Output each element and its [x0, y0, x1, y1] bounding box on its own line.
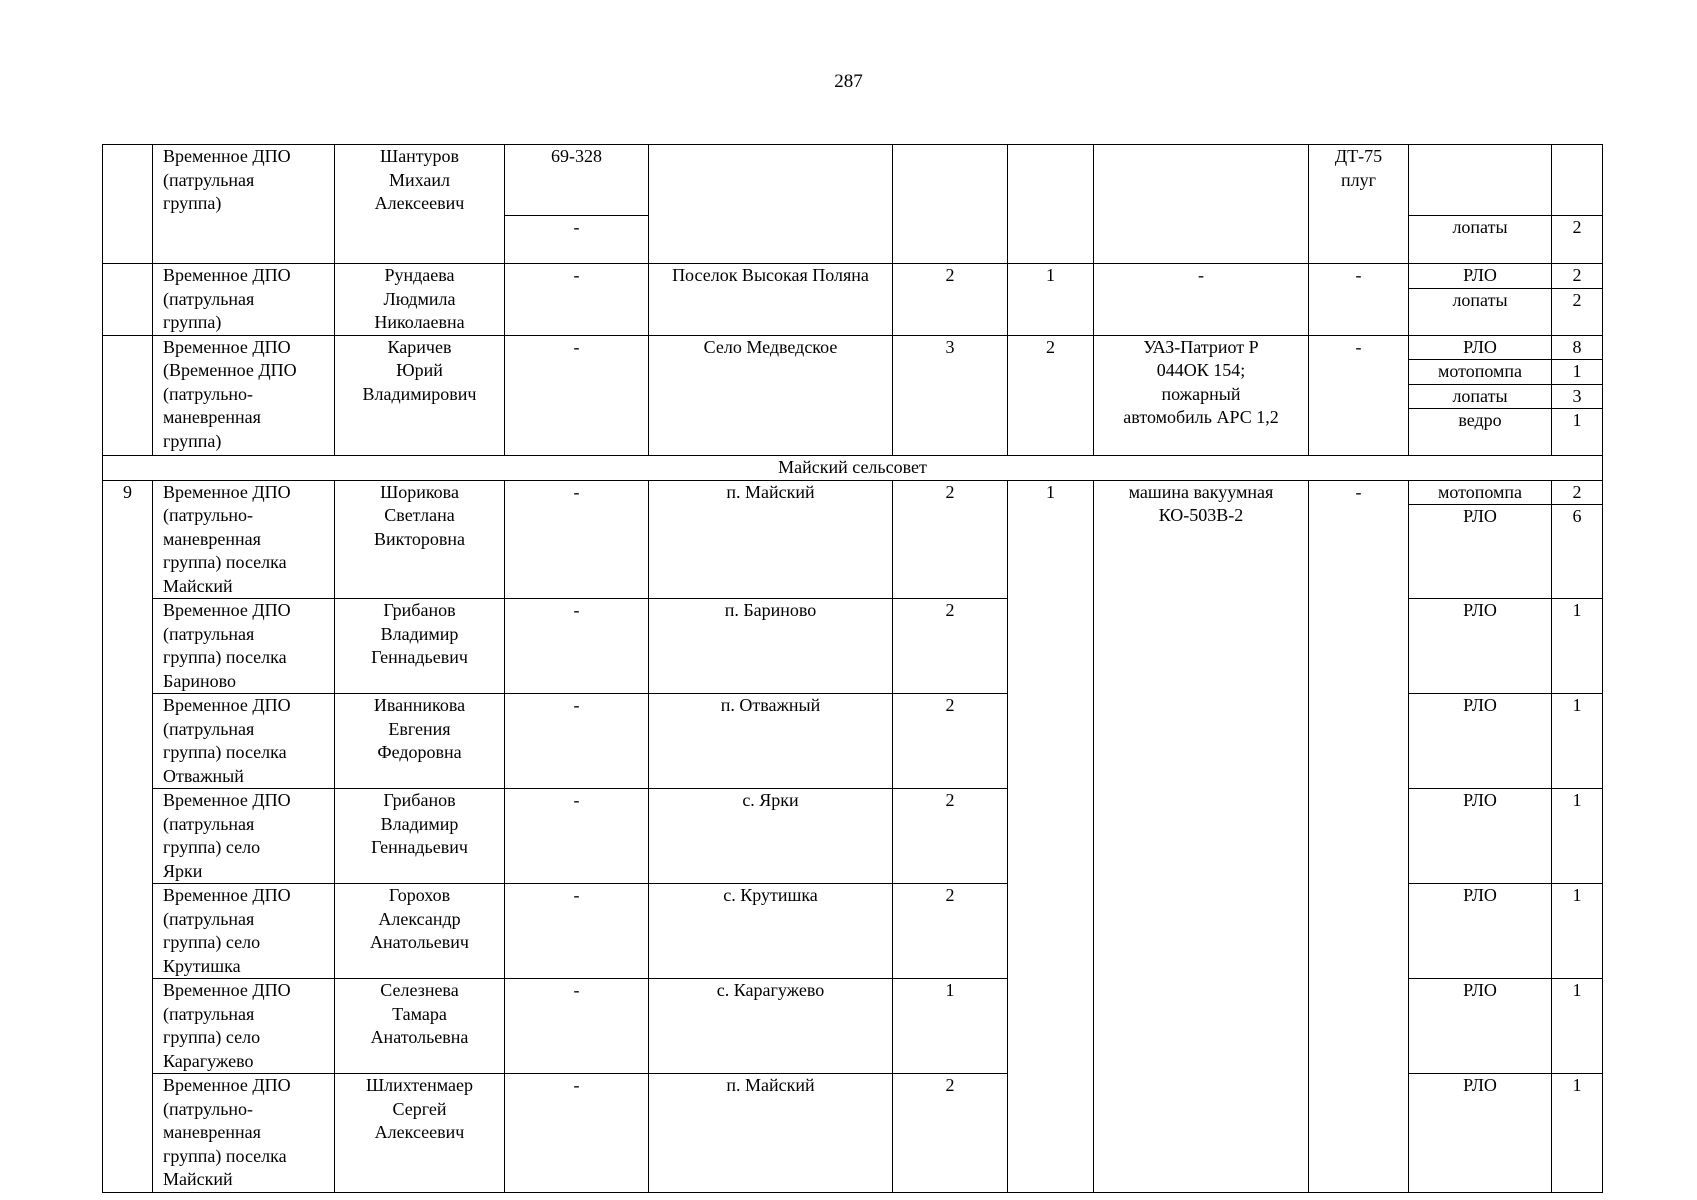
equipment-item: РЛО [1409, 979, 1552, 1074]
phone-cell: - [505, 694, 649, 789]
equipment-qty: 2 [1552, 216, 1603, 264]
equipment-qty: 6 [1552, 505, 1603, 599]
equipment-qty: 1 [1552, 409, 1603, 456]
tractor-cell: ДТ-75 плуг [1309, 145, 1409, 264]
equipment-qty: 2 [1552, 480, 1603, 505]
equipment-qty: 1 [1552, 360, 1603, 385]
phone-cell: - [505, 599, 649, 694]
equipment-item: РЛО [1409, 505, 1552, 599]
equipment-item: ведро [1409, 409, 1552, 456]
unit-head: Грибанов Владимир Геннадьевич [335, 789, 505, 884]
unit-head: Каричев Юрий Владимирович [335, 335, 505, 456]
unit-head: Шорикова Светлана Викторовна [335, 480, 505, 599]
equipment-qty: 1 [1552, 884, 1603, 979]
unit-head: Рундаева Людмила Николаевна [335, 264, 505, 336]
place-cell: Поселок Высокая Поляна [649, 264, 893, 336]
equipment-qty: 2 [1552, 288, 1603, 335]
equipment-item: РЛО [1409, 694, 1552, 789]
people-cell: 2 [893, 599, 1008, 694]
tech-units-cell: 2 [1008, 335, 1094, 456]
phone-cell: - [505, 335, 649, 456]
table-row [103, 264, 1603, 289]
people-cell [893, 145, 1008, 264]
unit-name: Временное ДПО (патрульная группа) поселка Бариново [153, 599, 335, 694]
equipment-qty: 1 [1552, 789, 1603, 884]
unit-head: Шлихтенмаер Сергей Алексеевич [335, 1074, 505, 1193]
unit-name: Временное ДПО (патрульно- маневренная группа) поселка Майский [153, 1074, 335, 1193]
equipment-item: РЛО [1409, 884, 1552, 979]
equipment-item: РЛО [1409, 264, 1552, 289]
place-cell [649, 145, 893, 264]
equipment-qty: 1 [1552, 1074, 1603, 1193]
tractor-cell: - [1309, 335, 1409, 456]
people-cell: 2 [893, 884, 1008, 979]
equipment-item: лопаты [1409, 384, 1552, 409]
tech-units-cell [1008, 145, 1094, 264]
phone-cell: - [505, 216, 649, 264]
people-cell: 3 [893, 335, 1008, 456]
phone-cell: - [505, 789, 649, 884]
equipment-item: РЛО [1409, 599, 1552, 694]
place-cell: Село Медведское [649, 335, 893, 456]
row-number [103, 145, 153, 264]
vehicle-cell: - [1094, 264, 1309, 336]
phone-cell: - [505, 480, 649, 599]
tech-units-cell: 1 [1008, 264, 1094, 336]
place-cell: п. Отважный [649, 694, 893, 789]
phone-cell: 69-328 [505, 145, 649, 216]
equipment-item: лопаты [1409, 288, 1552, 335]
equipment-qty: 1 [1552, 599, 1603, 694]
unit-name: Временное ДПО (патрульная группа) [153, 145, 335, 264]
equipment-item: мотопомпа [1409, 360, 1552, 385]
equipment-item: РЛО [1409, 1074, 1552, 1193]
place-cell: с. Ярки [649, 789, 893, 884]
place-cell: с. Крутишка [649, 884, 893, 979]
phone-cell: - [505, 264, 649, 336]
equipment-item [1409, 145, 1552, 216]
row-number [103, 264, 153, 336]
unit-name: Временное ДПО (патрульная группа) село Карагужево [153, 979, 335, 1074]
equipment-item: мотопомпа [1409, 480, 1552, 505]
equipment-qty: 8 [1552, 335, 1603, 360]
people-cell: 2 [893, 694, 1008, 789]
people-cell: 2 [893, 789, 1008, 884]
unit-name: Временное ДПО (патрульно- маневренная группа) поселка Майский [153, 480, 335, 599]
unit-name: Временное ДПО (патрульная группа) село Крутишка [153, 884, 335, 979]
phone-cell: - [505, 979, 649, 1074]
table-row [103, 145, 1603, 216]
tractor-cell: - [1309, 264, 1409, 336]
place-cell: п. Майский [649, 1074, 893, 1193]
equipment-item: лопаты [1409, 216, 1552, 264]
unit-head: Селезнева Тамара Анатольевна [335, 979, 505, 1074]
tractor-cell: - [1309, 480, 1409, 1192]
table-row [103, 480, 1603, 505]
place-cell: с. Карагужево [649, 979, 893, 1074]
vehicle-cell: машина вакуумная КО-503В-2 [1094, 480, 1309, 1192]
unit-name: Временное ДПО (патрульная группа) поселка Отважный [153, 694, 335, 789]
resources-table [102, 144, 1603, 1193]
people-cell: 2 [893, 480, 1008, 599]
unit-head: Шантуров Михаил Алексеевич [335, 145, 505, 264]
people-cell: 1 [893, 979, 1008, 1074]
equipment-qty: 3 [1552, 384, 1603, 409]
equipment-qty [1552, 145, 1603, 216]
place-cell: п. Майский [649, 480, 893, 599]
table-row [103, 335, 1603, 360]
phone-cell: - [505, 1074, 649, 1193]
people-cell: 2 [893, 264, 1008, 336]
equipment-item: РЛО [1409, 335, 1552, 360]
equipment-item: РЛО [1409, 789, 1552, 884]
phone-cell: - [505, 884, 649, 979]
unit-name: Временное ДПО (Временное ДПО (патрульно- маневренная группа) [153, 335, 335, 456]
unit-head: Иванникова Евгения Федоровна [335, 694, 505, 789]
page-number: 287 [834, 71, 863, 92]
unit-head: Грибанов Владимир Геннадьевич [335, 599, 505, 694]
row-number [103, 335, 153, 456]
place-cell: п. Бариново [649, 599, 893, 694]
people-cell: 2 [893, 1074, 1008, 1193]
equipment-qty: 2 [1552, 264, 1603, 289]
vehicle-cell: УАЗ-Патриот Р 044ОК 154; пожарный автомобиль АРС 1,2 [1094, 335, 1309, 456]
section-row [103, 456, 1603, 481]
equipment-qty: 1 [1552, 979, 1603, 1074]
unit-name: Временное ДПО (патрульная группа) село Ярки [153, 789, 335, 884]
tech-units-cell: 1 [1008, 480, 1094, 1192]
row-number: 9 [103, 480, 153, 1192]
equipment-qty: 1 [1552, 694, 1603, 789]
vehicle-cell [1094, 145, 1309, 264]
section-title: Майский сельсовет [103, 456, 1603, 481]
unit-name: Временное ДПО (патрульная группа) [153, 264, 335, 336]
unit-head: Горохов Александр Анатольевич [335, 884, 505, 979]
